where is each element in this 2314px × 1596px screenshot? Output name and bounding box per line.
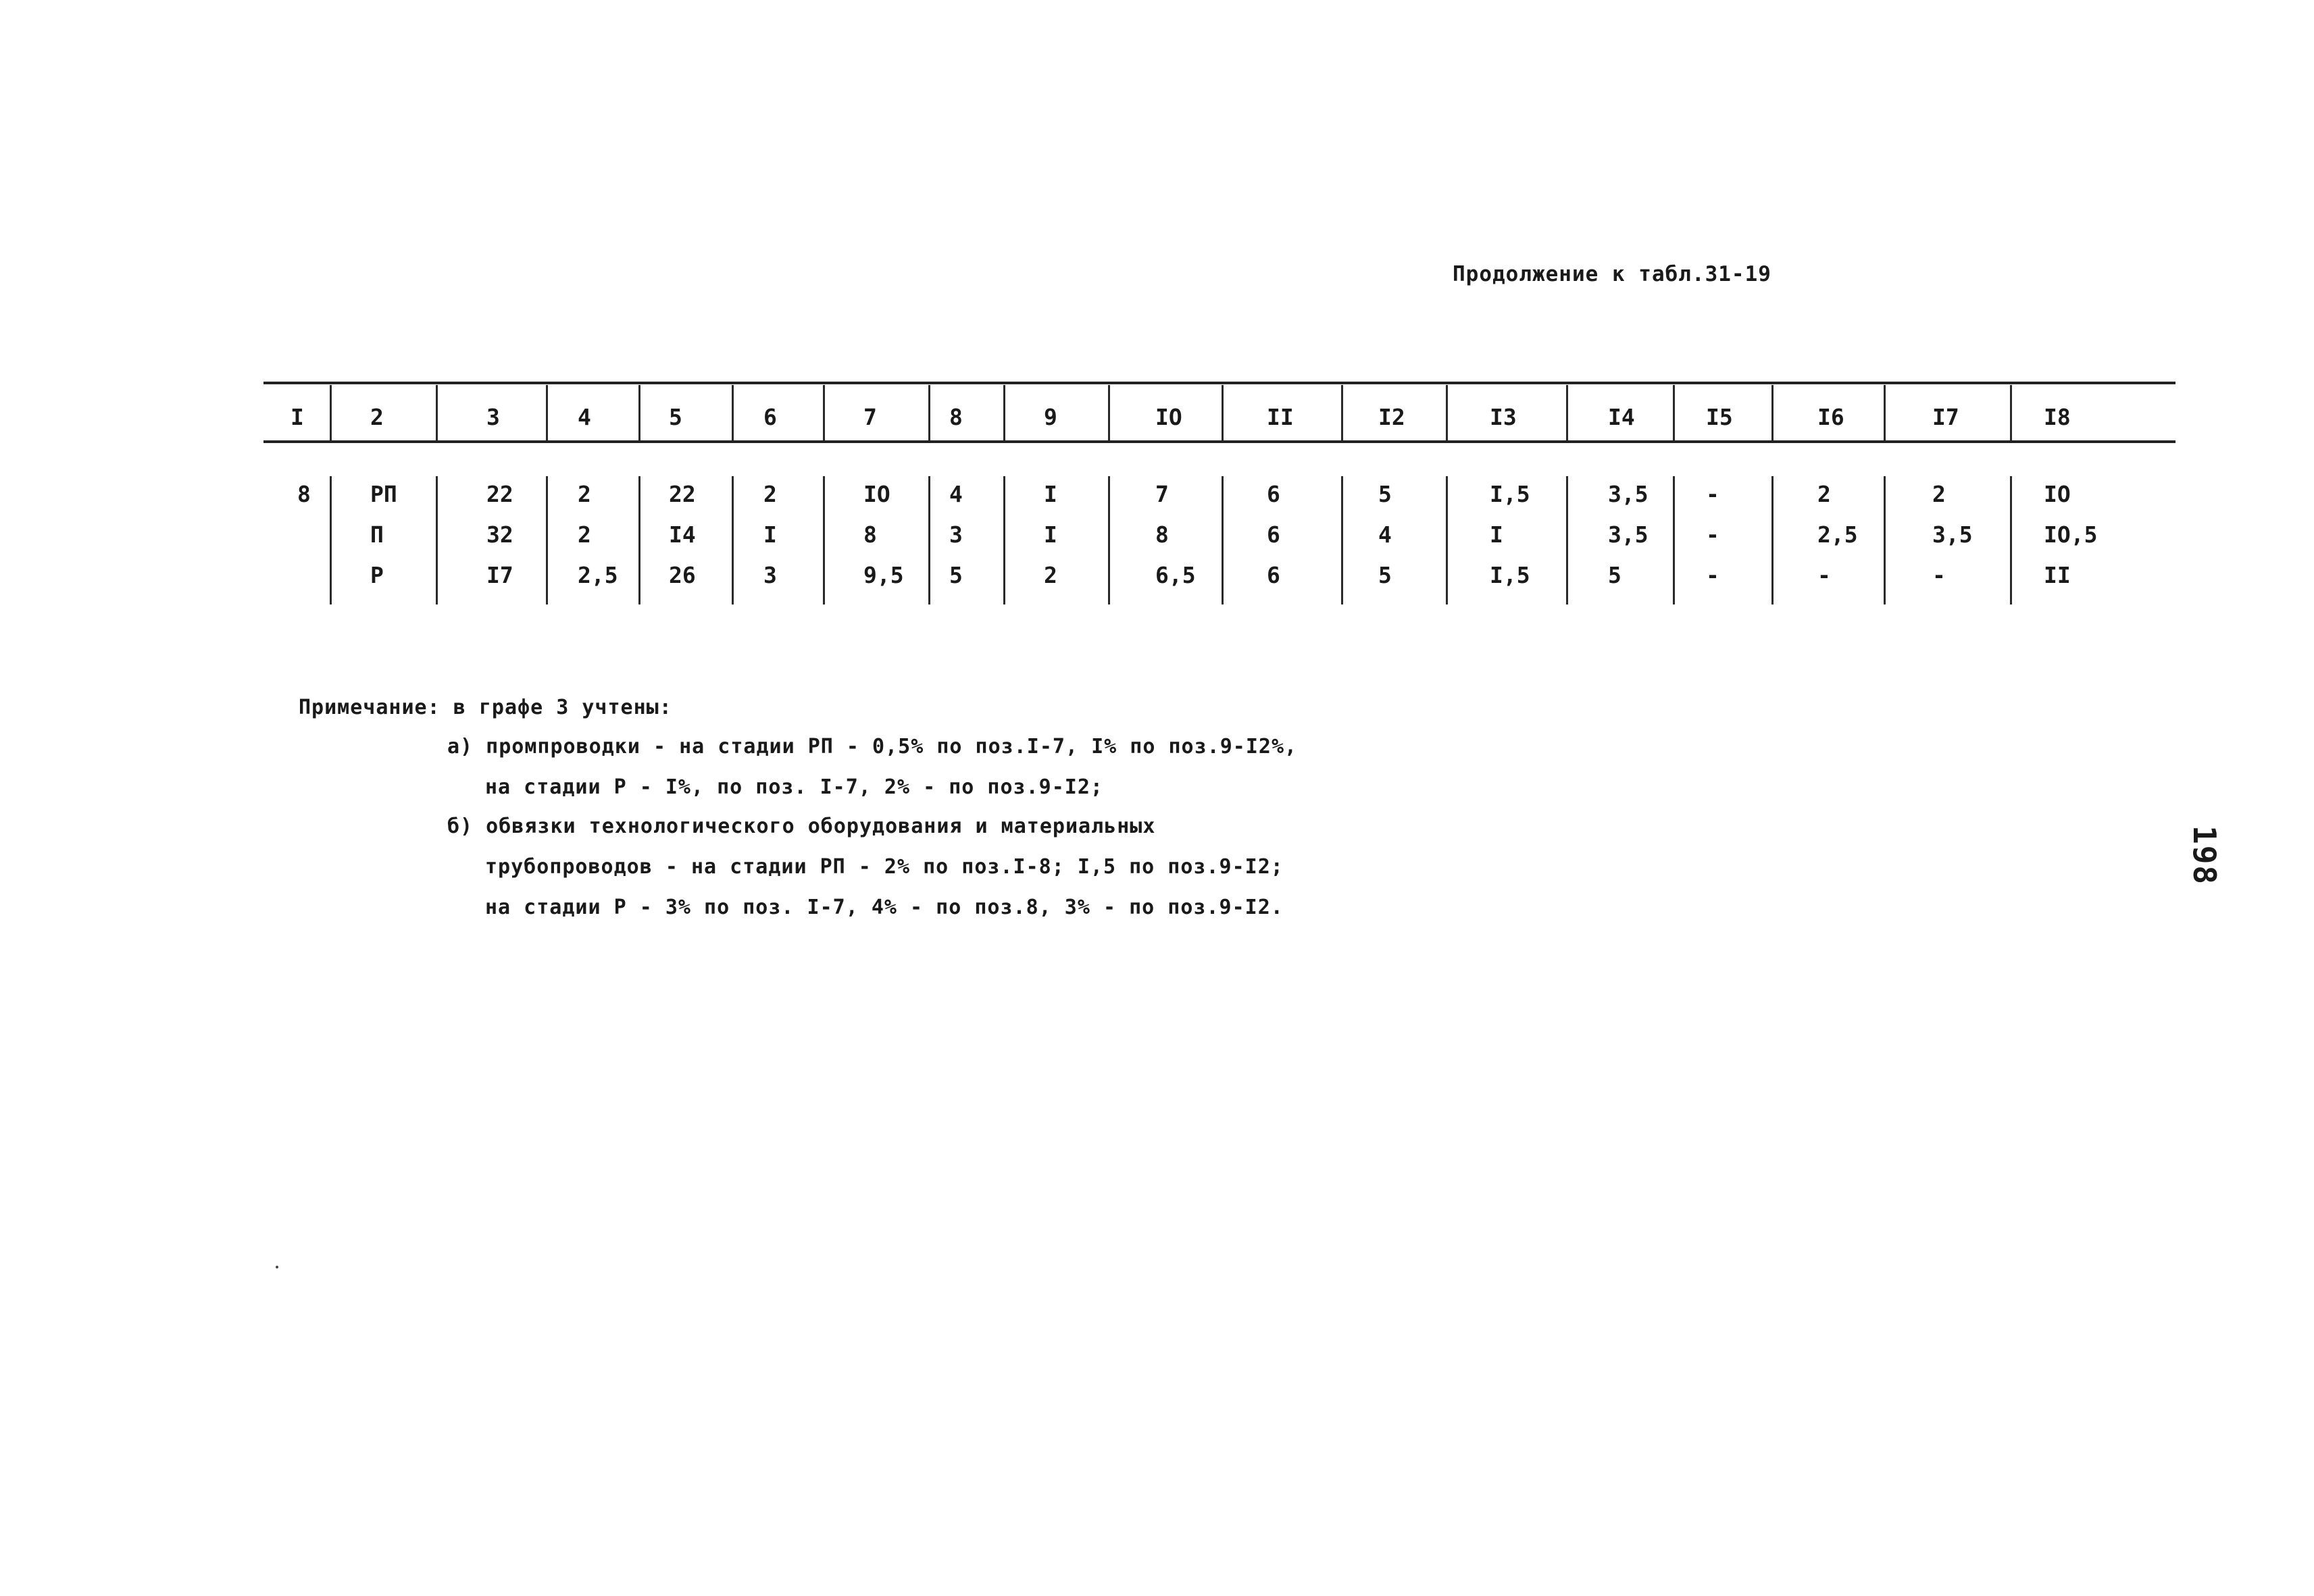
table-cell: -	[1817, 562, 1831, 588]
table-cell: 3,5	[1608, 521, 1649, 548]
header-column-divider	[1566, 385, 1568, 440]
table-header-rule	[263, 440, 2175, 443]
table-cell: II	[2044, 562, 2071, 588]
note-line-b-cont1: трубопроводов - на стадии РП - 2% по поз.I-8; I,5 по поз.9-I2;	[485, 855, 1284, 879]
table-cell: 22	[486, 481, 513, 507]
body-column-divider	[1771, 476, 1774, 604]
table-cell: IO,5	[2044, 521, 2098, 548]
note-line-b: б) обвязки технологического оборудования и материальных	[447, 815, 1156, 838]
column-header: 3	[486, 404, 500, 430]
table-cell: 8	[1155, 521, 1169, 548]
header-column-divider	[436, 385, 438, 440]
table-cell: -	[1706, 562, 1719, 588]
column-header: 6	[763, 404, 777, 430]
column-header: 2	[370, 404, 384, 430]
table-cell: 2	[578, 521, 591, 548]
body-column-divider	[330, 476, 332, 604]
column-header: I8	[2044, 404, 2071, 430]
body-column-divider	[1108, 476, 1110, 604]
table-cell: IO	[2044, 481, 2071, 507]
header-column-divider	[732, 385, 734, 440]
body-column-divider	[546, 476, 548, 604]
body-column-divider	[1884, 476, 1886, 604]
table-cell-stage: РП	[370, 481, 397, 507]
table-cell: 6	[1267, 521, 1280, 548]
scan-speck	[276, 1266, 278, 1268]
table-cell: I	[1044, 481, 1057, 507]
table-cell: 6,5	[1155, 562, 1196, 588]
table-cell: 6	[1267, 562, 1280, 588]
table-cell: 5	[1378, 562, 1392, 588]
table-cell: I	[1490, 521, 1503, 548]
page-number: 198	[2186, 825, 2223, 886]
column-header: IO	[1155, 404, 1182, 430]
body-column-divider	[1222, 476, 1224, 604]
column-header: I4	[1608, 404, 1635, 430]
table-cell: 2	[1817, 481, 1831, 507]
header-column-divider	[1771, 385, 1774, 440]
body-column-divider	[1341, 476, 1343, 604]
table-cell: 7	[1155, 481, 1169, 507]
table-cell: I4	[669, 521, 696, 548]
table-cell: 8	[863, 521, 877, 548]
table-cell: 5	[1608, 562, 1621, 588]
table-cell: 3	[949, 521, 963, 548]
table-cell: 6	[1267, 481, 1280, 507]
table-cell: -	[1706, 481, 1719, 507]
table-cell-position: 8	[297, 481, 311, 507]
table-cell: 26	[669, 562, 696, 588]
table-cell: 5	[1378, 481, 1392, 507]
header-column-divider	[638, 385, 640, 440]
table-cell: 2,5	[578, 562, 618, 588]
header-column-divider	[928, 385, 930, 440]
column-header: 8	[949, 404, 963, 430]
note-title: Примечание: в графе 3 учтены:	[299, 696, 672, 719]
table-top-rule	[263, 382, 2175, 384]
note-line-b-cont2: на стадии Р - 3% по поз. I-7, 4% - по поз.8, 3% - по поз.9-I2.	[485, 896, 1284, 919]
body-column-divider	[1673, 476, 1675, 604]
column-header: 4	[578, 404, 591, 430]
column-header: I5	[1706, 404, 1733, 430]
note-line-a-cont: на стадии Р - I%, по поз. I-7, 2% - по поз.9-I2;	[485, 775, 1103, 799]
table-cell: I	[1044, 521, 1057, 548]
body-column-divider	[928, 476, 930, 604]
table-continuation-caption: Продолжение к табл.31-19	[1453, 262, 1771, 286]
table-cell: 32	[486, 521, 513, 548]
header-column-divider	[1673, 385, 1675, 440]
note-line-a: а) промпроводки - на стадии РП - 0,5% по поз.I-7, I% по поз.9-I2%,	[447, 735, 1298, 758]
table-cell: I,5	[1490, 562, 1530, 588]
table-cell: 22	[669, 481, 696, 507]
table-cell: 2	[578, 481, 591, 507]
body-column-divider	[1446, 476, 1448, 604]
column-header: 9	[1044, 404, 1057, 430]
table-cell: 3,5	[1932, 521, 1973, 548]
table-cell: 2	[1932, 481, 1946, 507]
header-column-divider	[1222, 385, 1224, 440]
table-cell: 4	[949, 481, 963, 507]
table-cell: 3	[763, 562, 777, 588]
table-cell-stage: Р	[370, 562, 384, 588]
column-header: 5	[669, 404, 682, 430]
table-cell: I,5	[1490, 481, 1530, 507]
header-column-divider	[330, 385, 332, 440]
body-column-divider	[1566, 476, 1568, 604]
table-cell: -	[1932, 562, 1946, 588]
table-cell: 9,5	[863, 562, 904, 588]
table-cell: I	[763, 521, 777, 548]
column-header: I2	[1378, 404, 1405, 430]
header-column-divider	[823, 385, 825, 440]
body-column-divider	[732, 476, 734, 604]
table-cell: 3,5	[1608, 481, 1649, 507]
header-column-divider	[1003, 385, 1005, 440]
header-column-divider	[1446, 385, 1448, 440]
column-header: I	[291, 404, 304, 430]
column-header: I3	[1490, 404, 1517, 430]
column-header: I7	[1932, 404, 1959, 430]
table-cell: -	[1706, 521, 1719, 548]
body-column-divider	[436, 476, 438, 604]
table-cell: 4	[1378, 521, 1392, 548]
table-cell: 5	[949, 562, 963, 588]
table-cell: 2	[763, 481, 777, 507]
table-cell: I7	[486, 562, 513, 588]
table-cell: 2	[1044, 562, 1057, 588]
header-column-divider	[2010, 385, 2012, 440]
column-header: I6	[1817, 404, 1844, 430]
table-cell: 2,5	[1817, 521, 1858, 548]
column-header: II	[1267, 404, 1294, 430]
header-column-divider	[1108, 385, 1110, 440]
body-column-divider	[823, 476, 825, 604]
header-column-divider	[1341, 385, 1343, 440]
header-column-divider	[546, 385, 548, 440]
column-header: 7	[863, 404, 877, 430]
table-cell-stage: П	[370, 521, 384, 548]
body-column-divider	[1003, 476, 1005, 604]
body-column-divider	[2010, 476, 2012, 604]
header-column-divider	[1884, 385, 1886, 440]
table-cell: IO	[863, 481, 890, 507]
body-column-divider	[638, 476, 640, 604]
